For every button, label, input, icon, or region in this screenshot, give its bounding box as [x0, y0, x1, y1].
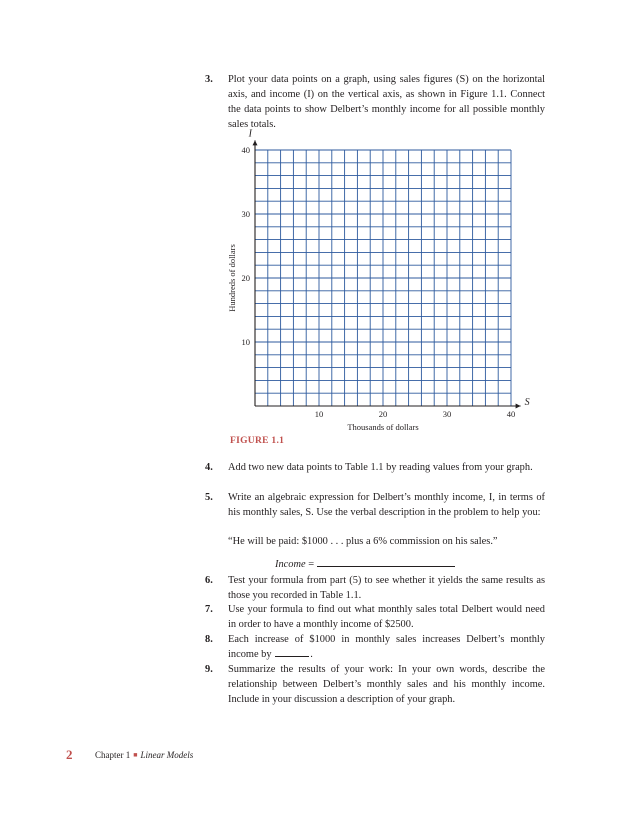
quote-text: “He will be paid: $1000 . . . plus a 6% commission on his sales.”	[228, 536, 498, 547]
y-tick-label: 40	[241, 145, 250, 155]
equals-sign: =	[305, 559, 315, 570]
item-number: 3.	[205, 74, 213, 85]
item-text: Write an algebraic expression for Delbert’s monthly income, I, in terms of his monthly sales, S. Use the verbal description in the problem to help you:	[228, 492, 545, 518]
item-text-before-blank: Each increase of $1000 in monthly sales increases Delbert’s monthly income by	[228, 634, 545, 660]
footer-chapter: Chapter 1	[95, 750, 131, 760]
y-tick-label: 20	[241, 273, 250, 283]
item-text: Use your formula to find out what monthly sales total Delbert would need in order to have a monthly income of $2500.	[228, 604, 545, 630]
x-axis-label: Thousands of dollars	[347, 422, 419, 432]
y-tick-label: 10	[241, 337, 250, 347]
exercise-item-4	[205, 460, 545, 475]
x-tick-label: 20	[378, 409, 388, 419]
exercise-item-3	[205, 72, 545, 132]
item-text: Add two new data points to Table 1.1 by reading values from your graph.	[228, 462, 533, 473]
square-bullet-icon: ■	[133, 751, 138, 759]
page-number: 2	[66, 747, 73, 762]
income-formula-line	[275, 556, 455, 570]
y-axis-variable: I	[248, 128, 252, 140]
running-footer	[95, 750, 193, 760]
x-axis-variable: S	[524, 397, 530, 408]
x-tick-label: 30	[442, 409, 452, 419]
exercise-item-5	[205, 490, 545, 520]
item-number: 8.	[205, 634, 213, 645]
item-text: Plot your data points on a graph, using sales figures (S) on the horizontal axis, and income (I) on the vertical axis, as shown in Figure 1.1. Connect the data points to show Delbert’s monthly income for all possible monthly sales totals.	[228, 74, 545, 130]
exercise-item-8	[205, 632, 545, 662]
income-label: Income	[275, 559, 306, 570]
item-text-after-blank: .	[310, 649, 313, 660]
item-text	[228, 632, 545, 662]
x-tick-label: 10	[314, 409, 324, 419]
item-text: Test your formula from part (5) to see whether it yields the same results as those you recorded in Table 1.1.	[228, 575, 545, 601]
tick-labels	[242, 145, 516, 419]
item-number: 6.	[205, 575, 213, 586]
answer-blank	[275, 647, 309, 657]
exercise-item-6	[205, 573, 545, 603]
axes	[253, 140, 521, 408]
item-number: 5.	[205, 492, 213, 503]
item-number: 4.	[205, 462, 213, 473]
y-axis-arrow-icon	[253, 140, 258, 145]
item-number: 9.	[205, 664, 213, 675]
figure-1-1	[215, 128, 545, 432]
x-axis-arrow-icon	[516, 404, 521, 409]
x-tick-label: 40	[506, 409, 516, 419]
exercise-item-9	[205, 662, 545, 707]
exercise-item-7	[205, 602, 545, 632]
item-number: 7.	[205, 604, 213, 615]
answer-blank-line	[317, 556, 455, 567]
footer-title: Linear Models	[140, 750, 194, 760]
figure-caption: FIGURE 1.1	[230, 436, 285, 446]
grid-lines	[255, 150, 511, 406]
y-axis-label: Hundreds of dollars	[227, 244, 237, 312]
y-tick-label: 30	[241, 209, 250, 219]
item-text: Summarize the results of your work: In your own words, describe the relationship between Delbert’s monthly sales and his monthly income. Include in your discussion a description of your graph.	[228, 664, 545, 705]
income-grid	[215, 128, 545, 432]
